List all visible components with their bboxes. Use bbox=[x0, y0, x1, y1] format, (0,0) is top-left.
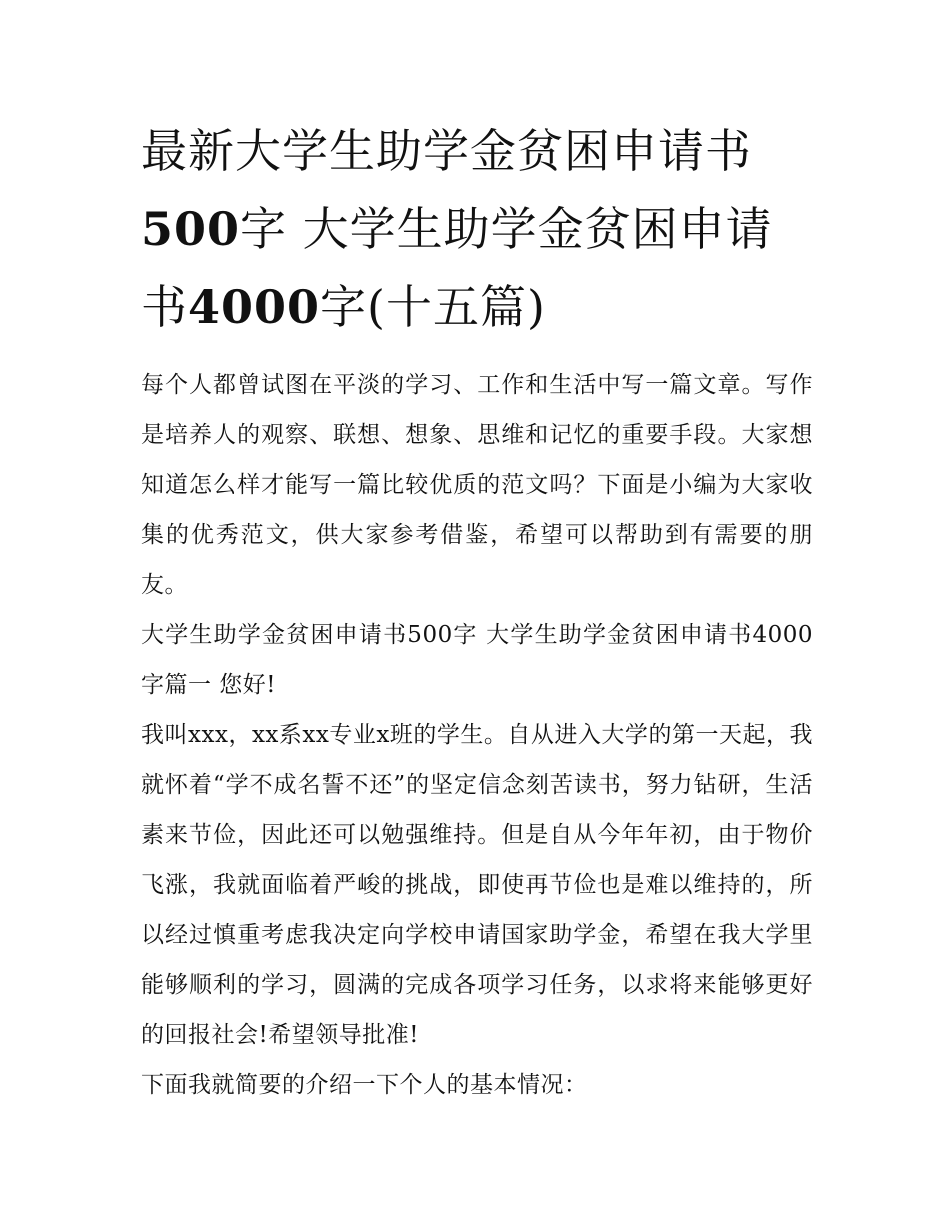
self-introduction-paragraph: 我叫xxx，xx系xx专业x班的学生。自从进入大学的第一天起，我就怀着“学不成名誓不还”的坚定信念刻苦读书，努力钻研，生活素来节俭，因此还可以勉强维持。但是自从今年年初，由于物价飞涨，我就面临着严峻的挑战，即使再节俭也是难以维持的，所以经过慎重考虑我决定向学校申请国家助学金，希望在我大学里能够顺利的学习，圆满的完成各项学习任务，以求将来能够更好的回报社会!希望领导批准! bbox=[141, 722, 813, 1048]
section-heading-paragraph: 大学生助学金贫困申请书500字 大学生助学金贫困申请书4000字篇一 您好! bbox=[141, 622, 813, 698]
basic-info-lead-paragraph: 下面我就简要的介绍一下个人的基本情况： bbox=[141, 1072, 588, 1098]
document-body bbox=[141, 360, 813, 1110]
document-page bbox=[141, 112, 813, 1110]
document-title: 最新大学生助学金贫困申请书500字 大学生助学金贫困申请书4000字(十五篇) bbox=[141, 124, 773, 334]
intro-paragraph: 每个人都曾试图在平淡的学习、工作和生活中写一篇文章。写作是培养人的观察、联想、想象、思维和记忆的重要手段。大家想知道怎么样才能写一篇比较优质的范文吗？下面是小编为大家收集的优秀范文，供大家参考借鉴，希望可以帮助到有需要的朋友。 bbox=[141, 372, 813, 598]
